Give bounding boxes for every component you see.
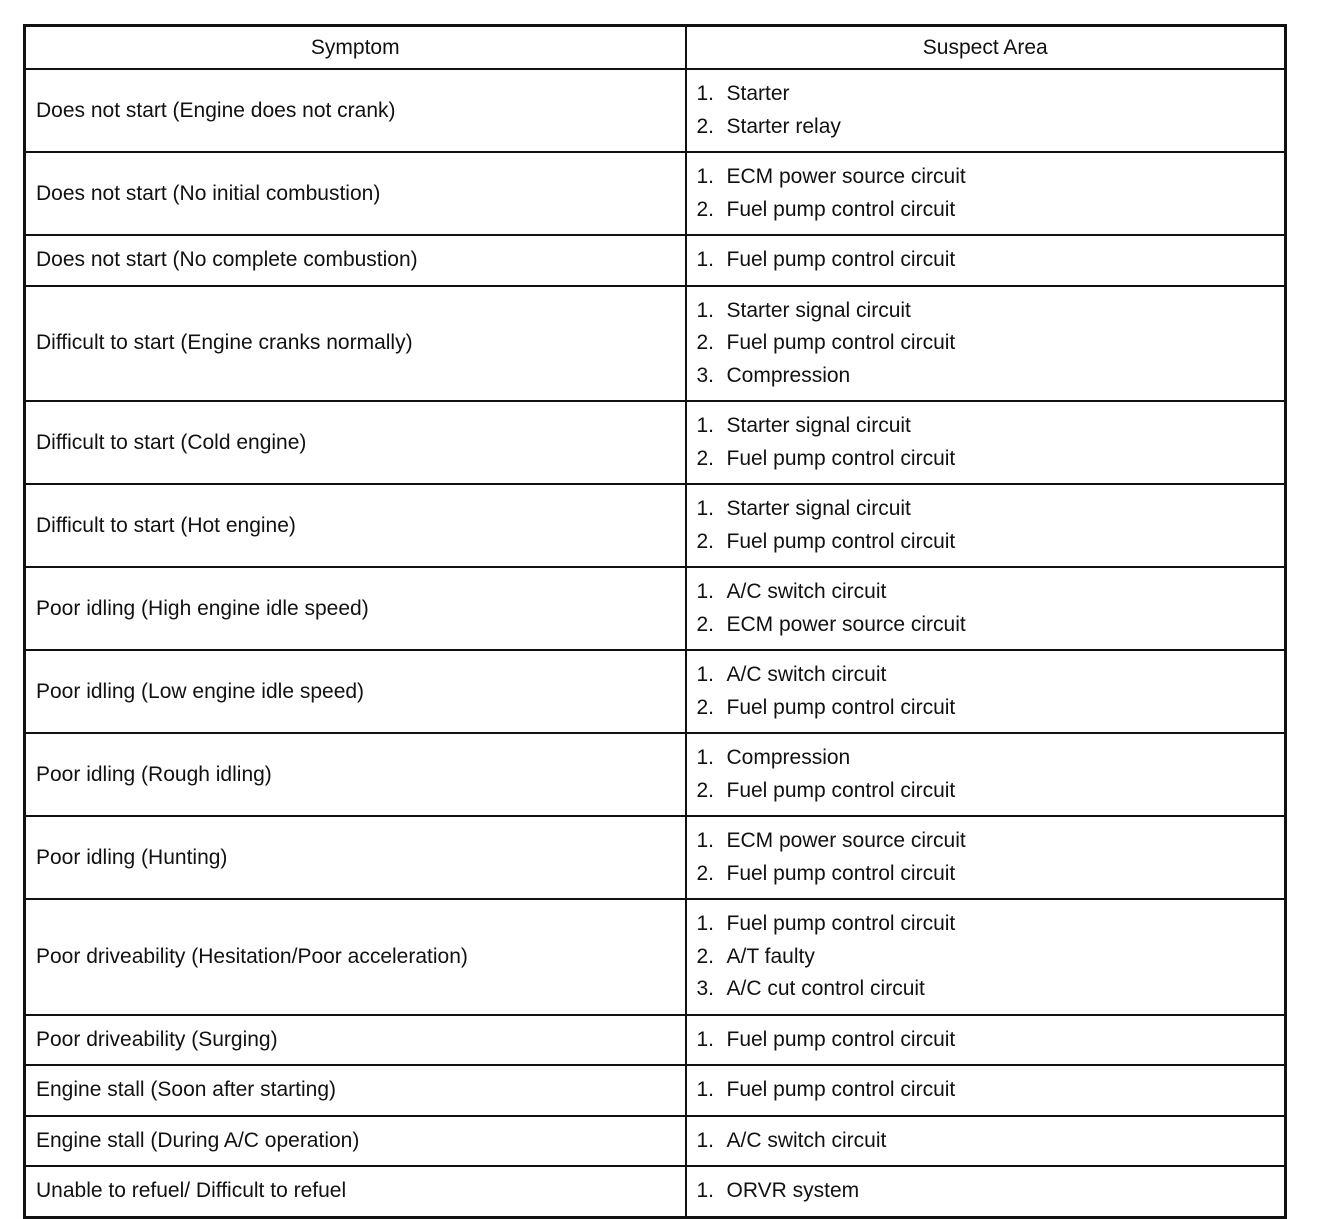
suspect-item-number: 2. xyxy=(696,529,715,553)
suspect-item-label: Compression xyxy=(726,363,851,387)
suspect-item-label: ECM power source circuit xyxy=(726,829,966,852)
symptom-cell: Difficult to start (Cold engine) xyxy=(25,401,686,484)
suspect-list xyxy=(697,1074,1275,1107)
suspect-area-cell xyxy=(686,816,1286,899)
suspect-item-number: 2. xyxy=(696,695,715,719)
suspect-item-number: 2. xyxy=(696,114,715,138)
suspect-item-number: 1. xyxy=(696,165,715,188)
suspect-item-number: 2. xyxy=(696,331,715,354)
suspect-item-number: 2. xyxy=(696,778,715,802)
symptom-cell: Poor driveability (Surging) xyxy=(25,1015,686,1066)
suspect-item-number: 1. xyxy=(696,663,715,686)
suspect-item xyxy=(697,410,1275,443)
table-row xyxy=(25,816,1286,899)
suspect-item xyxy=(697,1024,1275,1057)
suspect-list xyxy=(697,742,1275,807)
suspect-list xyxy=(697,576,1275,641)
suspect-item xyxy=(697,360,1275,393)
suspect-item-label: ECM power source circuit xyxy=(726,612,966,636)
suspect-item xyxy=(697,576,1275,609)
suspect-item xyxy=(697,194,1275,227)
suspect-item-label: Fuel pump control circuit xyxy=(726,331,956,354)
suspect-area-cell xyxy=(686,152,1286,235)
suspect-item xyxy=(697,1125,1275,1158)
table-row xyxy=(25,401,1286,484)
suspect-item xyxy=(697,493,1275,526)
suspect-item-label: Fuel pump control circuit xyxy=(726,248,956,271)
table-row xyxy=(25,1065,1286,1116)
suspect-item xyxy=(697,609,1275,642)
suspect-list xyxy=(697,908,1275,1006)
suspect-item xyxy=(697,941,1275,974)
suspect-item-label: Compression xyxy=(726,746,851,769)
suspect-list xyxy=(697,1125,1275,1158)
suspect-area-cell xyxy=(686,286,1286,402)
suspect-list xyxy=(697,78,1275,143)
table-row xyxy=(25,733,1286,816)
suspect-item-label: Fuel pump control circuit xyxy=(726,1027,956,1051)
suspect-item xyxy=(697,526,1275,559)
suspect-item-label: Fuel pump control circuit xyxy=(726,529,956,553)
suspect-area-cell xyxy=(686,567,1286,650)
suspect-area-cell xyxy=(686,69,1286,152)
suspect-area-cell xyxy=(686,650,1286,733)
symptom-cell: Engine stall (During A/C operation) xyxy=(25,1116,686,1167)
table-row xyxy=(25,899,1286,1015)
suspect-item-number: 2. xyxy=(696,944,715,968)
suspect-item-number: 2. xyxy=(696,861,715,885)
symptom-cell: Does not start (No initial combustion) xyxy=(25,152,686,235)
symptom-cell: Poor idling (Rough idling) xyxy=(25,733,686,816)
table-row xyxy=(25,1015,1286,1066)
table-row xyxy=(25,1116,1286,1167)
table-row xyxy=(25,567,1286,650)
suspect-area-cell xyxy=(686,1015,1286,1066)
suspect-item-number: 3. xyxy=(696,977,715,1000)
suspect-item-label: Starter signal circuit xyxy=(726,414,911,437)
suspect-item-label: ORVR system xyxy=(726,1179,860,1202)
suspect-area-cell xyxy=(686,1116,1286,1167)
suspect-item-label: A/C switch circuit xyxy=(726,1128,887,1152)
suspect-list xyxy=(697,1024,1275,1057)
suspect-area-cell xyxy=(686,1166,1286,1217)
suspect-item xyxy=(697,742,1275,775)
suspect-item-number: 1. xyxy=(696,1128,715,1152)
suspect-item-label: A/C switch circuit xyxy=(726,663,887,686)
suspect-item-number: 1. xyxy=(696,414,715,437)
suspect-item-label: Fuel pump control circuit xyxy=(726,446,956,470)
suspect-item-number: 1. xyxy=(696,1179,715,1202)
suspect-item-label: A/C cut control circuit xyxy=(726,977,925,1000)
suspect-item-label: Starter xyxy=(726,82,790,105)
table-row xyxy=(25,152,1286,235)
suspect-area-cell xyxy=(686,401,1286,484)
table-row xyxy=(25,286,1286,402)
header-symptom: Symptom xyxy=(25,26,686,70)
suspect-item xyxy=(697,973,1275,1006)
suspect-item-number: 1. xyxy=(696,829,715,852)
suspect-list xyxy=(697,295,1275,393)
suspect-item-label: Fuel pump control circuit xyxy=(726,778,956,802)
suspect-item-number: 1. xyxy=(696,912,715,935)
suspect-list xyxy=(697,244,1275,277)
table-row xyxy=(25,484,1286,567)
suspect-item xyxy=(697,295,1275,328)
suspect-item-number: 1. xyxy=(696,1078,715,1101)
suspect-area-cell xyxy=(686,733,1286,816)
suspect-item-label: Fuel pump control circuit xyxy=(726,912,956,935)
symptom-table xyxy=(23,24,1287,1219)
suspect-item-label: Starter signal circuit xyxy=(726,298,911,322)
suspect-item xyxy=(697,443,1275,476)
suspect-item-number: 2. xyxy=(696,197,715,221)
symptom-cell: Poor idling (Hunting) xyxy=(25,816,686,899)
table-row xyxy=(25,650,1286,733)
symptom-cell: Difficult to start (Hot engine) xyxy=(25,484,686,567)
suspect-item-number: 1. xyxy=(696,248,715,271)
suspect-area-cell xyxy=(686,235,1286,286)
suspect-item-label: Starter relay xyxy=(726,114,841,138)
suspect-item xyxy=(697,659,1275,692)
suspect-item-label: A/C switch circuit xyxy=(726,580,887,603)
suspect-list xyxy=(697,659,1275,724)
suspect-item-number: 2. xyxy=(696,446,715,470)
symptom-cell: Poor idling (Low engine idle speed) xyxy=(25,650,686,733)
suspect-item-number: 1. xyxy=(696,746,715,769)
symptom-cell: Does not start (No complete combustion) xyxy=(25,235,686,286)
symptom-cell: Difficult to start (Engine cranks normally) xyxy=(25,286,686,402)
suspect-item-number: 1. xyxy=(696,82,715,105)
suspect-item xyxy=(697,825,1275,858)
suspect-item xyxy=(697,111,1275,144)
suspect-item xyxy=(697,161,1275,194)
suspect-area-cell xyxy=(686,899,1286,1015)
suspect-item-number: 1. xyxy=(696,497,715,520)
suspect-item-label: ECM power source circuit xyxy=(726,165,966,188)
suspect-list xyxy=(697,493,1275,558)
suspect-item xyxy=(697,775,1275,808)
suspect-item xyxy=(697,858,1275,891)
suspect-item-number: 3. xyxy=(696,363,715,387)
suspect-item xyxy=(697,327,1275,360)
table-row xyxy=(25,69,1286,152)
suspect-item-label: Fuel pump control circuit xyxy=(726,695,956,719)
header-row xyxy=(25,26,1286,70)
suspect-list xyxy=(697,1175,1275,1208)
suspect-item-number: 2. xyxy=(696,612,715,636)
symptom-cell: Does not start (Engine does not crank) xyxy=(25,69,686,152)
symptom-cell: Unable to refuel/ Difficult to refuel xyxy=(25,1166,686,1217)
table-body xyxy=(25,69,1286,1217)
suspect-list xyxy=(697,161,1275,226)
suspect-item-label: Fuel pump control circuit xyxy=(726,197,956,221)
suspect-item-number: 1. xyxy=(696,298,715,322)
suspect-area-cell xyxy=(686,1065,1286,1116)
suspect-item-label: Fuel pump control circuit xyxy=(726,861,956,885)
symptom-cell: Poor idling (High engine idle speed) xyxy=(25,567,686,650)
suspect-item-number: 1. xyxy=(696,1027,715,1051)
suspect-item xyxy=(697,244,1275,277)
symptom-cell: Engine stall (Soon after starting) xyxy=(25,1065,686,1116)
suspect-item-label: Fuel pump control circuit xyxy=(726,1078,956,1101)
suspect-list xyxy=(697,825,1275,890)
suspect-list xyxy=(697,410,1275,475)
suspect-item-label: Starter signal circuit xyxy=(726,497,911,520)
suspect-item xyxy=(697,78,1275,111)
suspect-item-label: A/T faulty xyxy=(726,944,815,968)
suspect-item xyxy=(697,1175,1275,1208)
symptom-cell: Poor driveability (Hesitation/Poor acceleration) xyxy=(25,899,686,1015)
suspect-item-number: 1. xyxy=(696,580,715,603)
suspect-item xyxy=(697,1074,1275,1107)
table-row xyxy=(25,1166,1286,1217)
table-row xyxy=(25,235,1286,286)
suspect-item xyxy=(697,908,1275,941)
header-suspect-area: Suspect Area xyxy=(686,26,1286,70)
suspect-area-cell xyxy=(686,484,1286,567)
suspect-item xyxy=(697,692,1275,725)
